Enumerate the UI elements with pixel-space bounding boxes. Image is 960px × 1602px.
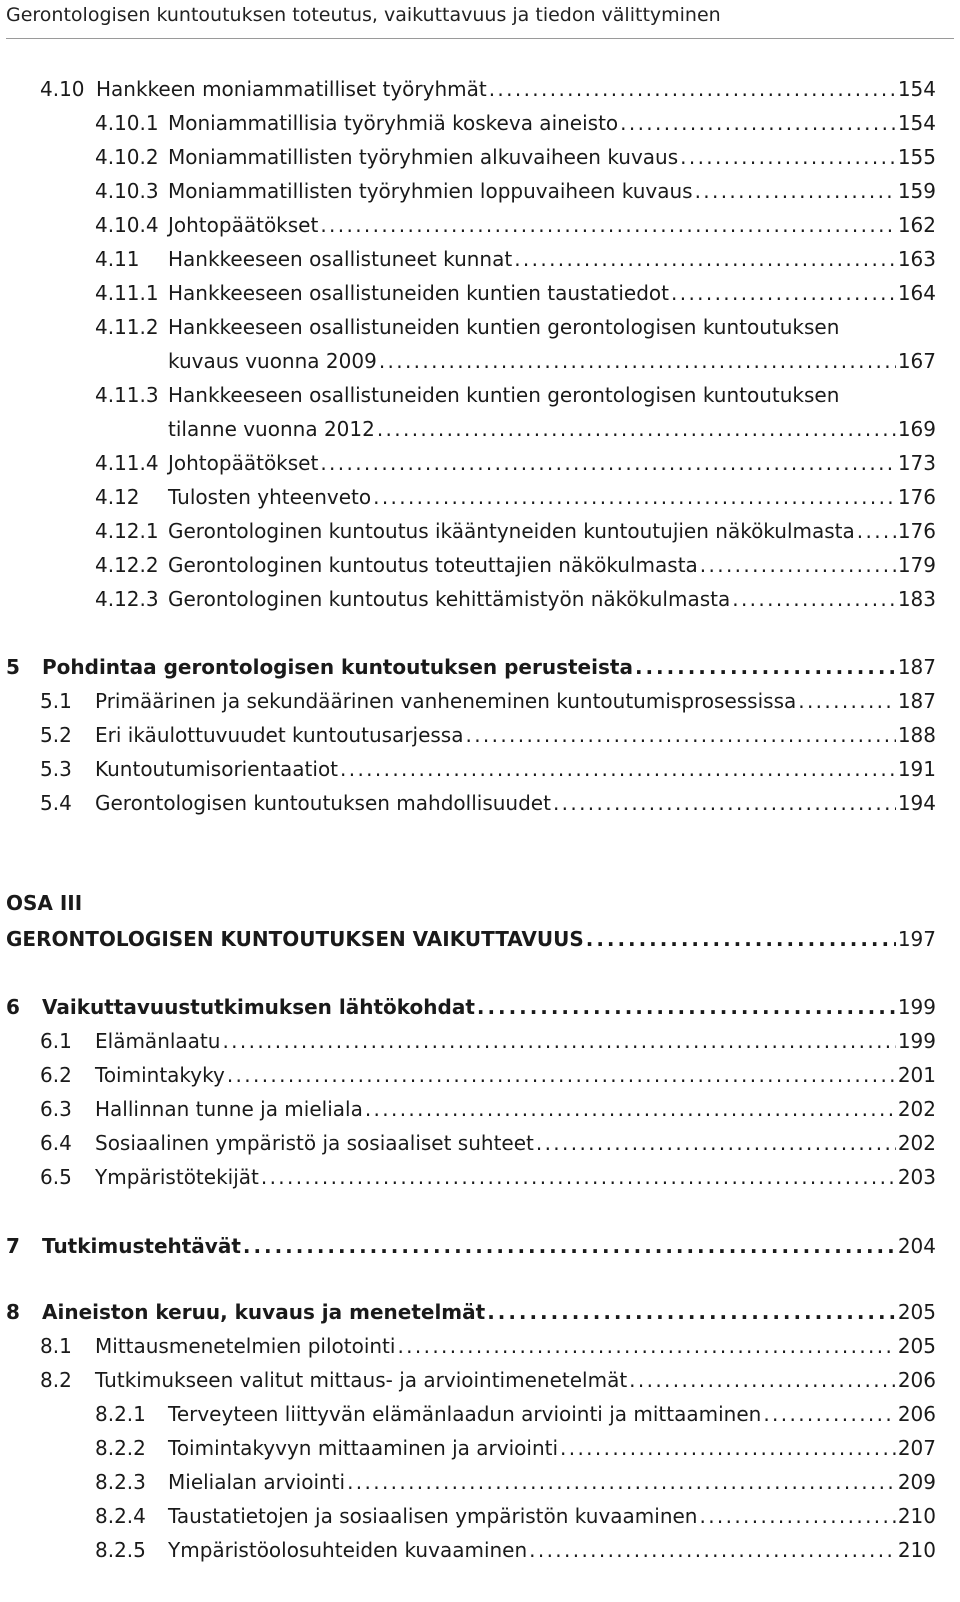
toc-entry[interactable] [0, 312, 960, 376]
toc-page-number: 207 [897, 1436, 936, 1460]
toc-line [95, 788, 936, 818]
toc-label: Moniammatillisia työryhmiä koskeva aineisto [168, 111, 619, 135]
toc-entry[interactable] [0, 1535, 960, 1565]
toc-label: Mittausmenetelmien pilotointi [95, 1334, 396, 1358]
toc-line [95, 754, 936, 784]
toc-line [168, 346, 936, 376]
toc-label: Moniammatillisten työryhmien alkuvaiheen kuvaus [168, 145, 679, 169]
toc-number: 6.5 [40, 1165, 72, 1189]
toc-line [42, 992, 936, 1022]
toc-number: 4.12 [95, 485, 140, 509]
toc-number: 5.3 [40, 757, 72, 781]
toc-label: Hankkeeseen osallistuneiden kuntien gerontologisen kuntoutuksen [168, 315, 840, 339]
dot-leader [477, 992, 896, 1022]
toc-page-number: 199 [897, 995, 936, 1019]
running-header [6, 0, 954, 40]
toc-number: 8.2.5 [95, 1538, 146, 1562]
toc-entry[interactable] [0, 1026, 960, 1056]
dot-leader [222, 1026, 895, 1056]
toc-page-number: 169 [897, 417, 936, 441]
toc-line [95, 1060, 936, 1090]
toc-number: 8.2.1 [95, 1402, 146, 1426]
toc-entry[interactable] [0, 176, 960, 206]
toc-label: Terveyteen liittyvän elämänlaadun arviointi ja mittaaminen [168, 1402, 762, 1426]
toc-label: Hankkeen moniammatilliset työryhmät [96, 77, 487, 101]
toc-number: 4.12.1 [95, 519, 159, 543]
toc-page-number: 167 [897, 349, 936, 373]
toc-line [168, 1535, 936, 1565]
toc-page-number: 203 [897, 1165, 936, 1189]
toc-entry[interactable] [0, 584, 960, 614]
toc-page-number: 202 [897, 1131, 936, 1155]
dot-leader [373, 482, 896, 512]
toc-part-entry[interactable] [0, 924, 960, 954]
toc-line [168, 482, 936, 512]
dot-leader [798, 686, 896, 716]
toc-line [95, 720, 936, 750]
toc-number: 5.2 [40, 723, 72, 747]
toc-page-number: 173 [897, 451, 936, 475]
toc-entry[interactable] [0, 448, 960, 478]
toc-page-number: 163 [897, 247, 936, 271]
dot-leader [763, 1399, 895, 1429]
toc-label: Johtopäätökset [168, 451, 319, 475]
toc-label: Ympäristötekijät [95, 1165, 259, 1189]
toc-label-continued: tilanne vuonna 2012 [168, 417, 375, 441]
toc-page-number: 206 [897, 1402, 936, 1426]
dot-leader [320, 210, 895, 240]
toc-page-number: 210 [897, 1538, 936, 1562]
toc-number: 4.11.3 [95, 383, 159, 407]
toc-chapter-entry[interactable] [0, 992, 960, 1022]
dot-leader [620, 108, 896, 138]
toc-number: 8.2.4 [95, 1504, 146, 1528]
toc-number: 5.1 [40, 689, 72, 713]
toc-number: 4.11.1 [95, 281, 159, 305]
toc-entry[interactable] [0, 278, 960, 308]
toc-label: Primäärinen ja sekundäärinen vanheneminen kuntoutumisprosessissa [95, 689, 797, 713]
toc-label: Hankkeeseen osallistuneiden kuntien taustatiedot [168, 281, 670, 305]
toc-label: Ympäristöolosuhteiden kuvaaminen [168, 1538, 528, 1562]
toc-line [42, 1297, 936, 1327]
toc-line [168, 142, 936, 172]
toc-entry[interactable] [0, 108, 960, 138]
dot-leader [536, 1128, 896, 1158]
toc-page-number: 205 [897, 1334, 936, 1358]
toc-label: Moniammatillisten työryhmien loppuvaiheen kuvaus [168, 179, 693, 203]
dot-leader [379, 346, 896, 376]
toc-line [95, 1162, 936, 1192]
toc-page-number: 154 [897, 77, 936, 101]
toc-label: Hankkeeseen osallistuneiden kuntien gerontologisen kuntoutuksen [168, 383, 840, 407]
dot-leader [243, 1231, 896, 1261]
toc-entry[interactable] [0, 1433, 960, 1463]
toc-entry[interactable] [0, 380, 960, 444]
toc-page-number: 206 [897, 1368, 936, 1392]
toc-page-number: 164 [897, 281, 936, 305]
dot-leader [529, 1535, 896, 1565]
toc-chapter-entry[interactable] [0, 1297, 960, 1327]
toc-page-number: 155 [897, 145, 936, 169]
toc-label: Elämänlaatu [95, 1029, 221, 1053]
toc-entry[interactable] [0, 244, 960, 274]
toc-label: Gerontologinen kuntoutus kehittämistyön näkökulmasta [168, 587, 731, 611]
toc-entry[interactable] [0, 142, 960, 172]
toc-entry[interactable] [0, 482, 960, 512]
toc-number: 5.4 [40, 791, 72, 815]
toc-chapter-entry[interactable] [0, 652, 960, 682]
dot-leader [732, 584, 896, 614]
toc-line [168, 1501, 936, 1531]
toc-page-number: 162 [897, 213, 936, 237]
toc-page-number: 199 [897, 1029, 936, 1053]
toc-page-number: 176 [897, 519, 936, 543]
toc-label-continued: kuvaus vuonna 2009 [168, 349, 377, 373]
toc-line [168, 210, 936, 240]
toc-page-number: 194 [897, 791, 936, 815]
toc-entry[interactable] [0, 550, 960, 580]
dot-leader [489, 74, 896, 104]
toc-line [42, 1231, 936, 1261]
toc-line [95, 1026, 936, 1056]
toc-page-number: 209 [897, 1470, 936, 1494]
toc-number: 6.4 [40, 1131, 72, 1155]
toc-line [168, 244, 936, 274]
toc-page-number: 202 [897, 1097, 936, 1121]
toc-label: Gerontologisen kuntoutuksen mahdollisuudet [95, 791, 551, 815]
toc-label: Hallinnan tunne ja mieliala [95, 1097, 363, 1121]
toc-number: 7 [6, 1234, 20, 1258]
dot-leader [261, 1162, 896, 1192]
toc-entry[interactable] [0, 1060, 960, 1090]
toc-line [96, 74, 936, 104]
toc-page-number: 154 [897, 111, 936, 135]
toc-line [95, 686, 936, 716]
dot-leader [695, 176, 896, 206]
toc-line [168, 108, 936, 138]
dot-leader [857, 516, 896, 546]
toc-number: 8.2 [40, 1368, 72, 1392]
dot-leader [586, 924, 896, 954]
toc-line [168, 278, 936, 308]
toc-entry[interactable] [0, 1467, 960, 1497]
toc-entry[interactable] [0, 1162, 960, 1192]
toc-entry[interactable] [0, 788, 960, 818]
dot-leader [397, 1331, 895, 1361]
toc-line [168, 1467, 936, 1497]
toc-number: 4.11 [95, 247, 140, 271]
toc-number: 8.1 [40, 1334, 72, 1358]
toc-label: Gerontologinen kuntoutus ikääntyneiden kuntoutujien näkökulmasta [168, 519, 855, 543]
toc-entry[interactable] [0, 74, 960, 104]
dot-leader [227, 1060, 896, 1090]
toc-line [95, 1331, 936, 1361]
toc-entry[interactable] [0, 1331, 960, 1361]
toc-page-number: 159 [897, 179, 936, 203]
toc-label: Aineiston keruu, kuvaus ja menetelmät [42, 1300, 486, 1324]
toc-page-number: 187 [897, 655, 936, 679]
toc-number: 6.1 [40, 1029, 72, 1053]
dot-leader [365, 1094, 896, 1124]
toc-entry[interactable] [0, 686, 960, 716]
toc-number: 4.10 [40, 77, 85, 101]
toc-entry[interactable] [0, 1094, 960, 1124]
dot-leader [635, 652, 896, 682]
toc-line [168, 516, 936, 546]
toc-page-number: 197 [897, 927, 936, 951]
dot-leader [377, 414, 896, 444]
toc-label: Toimintakyky [95, 1063, 225, 1087]
toc-entry[interactable] [0, 1501, 960, 1531]
dot-leader [487, 1297, 896, 1327]
toc-label: Tulosten yhteenveto [168, 485, 372, 509]
toc-page-number: 179 [897, 553, 936, 577]
toc-line [168, 1399, 936, 1429]
toc-line [168, 176, 936, 206]
toc-label: Sosiaalinen ympäristö ja sosiaaliset suhteet [95, 1131, 534, 1155]
dot-leader [560, 1433, 896, 1463]
toc-entry[interactable] [0, 1128, 960, 1158]
toc-label: Taustatietojen ja sosiaalisen ympäristön kuvaaminen [168, 1504, 698, 1528]
toc-line [95, 1094, 936, 1124]
toc-number: 8.2.2 [95, 1436, 146, 1460]
dot-leader [347, 1467, 896, 1497]
toc-line [168, 448, 936, 478]
toc-number: 4.12.2 [95, 553, 159, 577]
dot-leader [553, 788, 896, 818]
header-rule [6, 38, 954, 39]
toc-label: Tutkimukseen valitut mittaus- ja arviointimenetelmät [95, 1368, 628, 1392]
toc-label: Johtopäätökset [168, 213, 319, 237]
toc-page-number: 176 [897, 485, 936, 509]
toc-page-number: 183 [897, 587, 936, 611]
toc-line [168, 1433, 936, 1463]
toc-number: 8 [6, 1300, 20, 1324]
toc-page-number: 205 [897, 1300, 936, 1324]
toc-page-number: 210 [897, 1504, 936, 1528]
toc-label: Toimintakyvyn mittaaminen ja arviointi [168, 1436, 559, 1460]
toc-number: 6.3 [40, 1097, 72, 1121]
toc-line [42, 652, 936, 682]
dot-leader [320, 448, 895, 478]
toc-label: Vaikuttavuustutkimuksen lähtökohdat [42, 995, 475, 1019]
toc-number: 4.10.4 [95, 213, 159, 237]
toc-label: Eri ikäulottuvuudet kuntoutusarjessa [95, 723, 464, 747]
dot-leader [700, 550, 896, 580]
toc-page-number: 188 [897, 723, 936, 747]
toc-line [95, 1128, 936, 1158]
toc-entry[interactable] [0, 1399, 960, 1429]
dot-leader [671, 278, 896, 308]
dot-leader [699, 1501, 895, 1531]
toc-page-number: 191 [897, 757, 936, 781]
toc-number: 6.2 [40, 1063, 72, 1087]
dot-leader [629, 1365, 896, 1395]
part-heading: OSA III [6, 891, 83, 915]
dot-leader [680, 142, 896, 172]
toc-number: 4.10.3 [95, 179, 159, 203]
toc-label: Mielialan arviointi [168, 1470, 346, 1494]
toc-number: 4.10.1 [95, 111, 159, 135]
toc-line [6, 924, 936, 954]
toc-page-number: 187 [897, 689, 936, 713]
toc-number: 5 [6, 655, 20, 679]
dot-leader [340, 754, 896, 784]
toc-number: 8.2.3 [95, 1470, 146, 1494]
toc-page-number: 204 [897, 1234, 936, 1258]
toc-line [168, 584, 936, 614]
toc-line [95, 1365, 936, 1395]
toc-entry[interactable] [0, 1365, 960, 1395]
toc-number: 4.11.4 [95, 451, 159, 475]
toc-label: Tutkimustehtävät [42, 1234, 241, 1258]
toc-number: 4.10.2 [95, 145, 159, 169]
toc-line [168, 550, 936, 580]
toc-entry[interactable] [0, 754, 960, 784]
toc-entry[interactable] [0, 516, 960, 546]
toc-label: Gerontologinen kuntoutus toteuttajien näkökulmasta [168, 553, 698, 577]
toc-entry[interactable] [0, 720, 960, 750]
dot-leader [465, 720, 895, 750]
toc-line [168, 414, 936, 444]
toc-label: GERONTOLOGISEN KUNTOUTUKSEN VAIKUTTAVUUS [6, 927, 584, 951]
toc-label: Pohdintaa gerontologisen kuntoutuksen perusteista [42, 655, 633, 679]
dot-leader [514, 244, 896, 274]
toc-number: 4.11.2 [95, 315, 159, 339]
toc-label: Hankkeeseen osallistuneet kunnat [168, 247, 513, 271]
toc-entry[interactable] [0, 210, 960, 240]
toc-number: 6 [6, 995, 20, 1019]
toc-chapter-entry[interactable] [0, 1231, 960, 1261]
toc-label: Kuntoutumisorientaatiot [95, 757, 339, 781]
running-header-title: Gerontologisen kuntoutuksen toteutus, vaikuttavuus ja tiedon välittyminen [6, 4, 721, 26]
toc-number: 4.12.3 [95, 587, 159, 611]
toc-page-number: 201 [897, 1063, 936, 1087]
